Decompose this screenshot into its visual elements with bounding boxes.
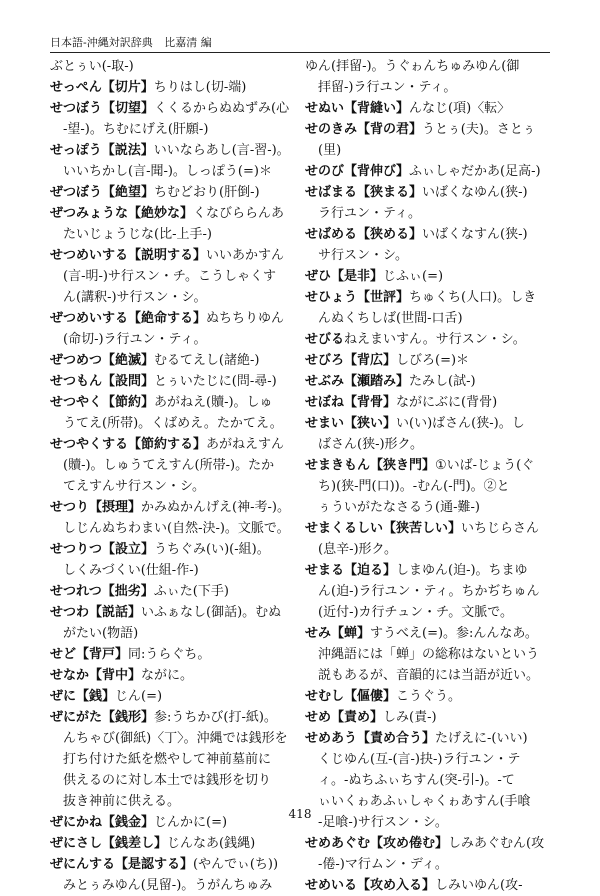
- dictionary-entry: [305, 56, 553, 98]
- entry-text: たみし(試-): [409, 374, 476, 389]
- dictionary-author: 比嘉清 編: [164, 36, 212, 49]
- dictionary-entry: [305, 413, 553, 455]
- dictionary-entry: [50, 854, 300, 896]
- dictionary-entry: [50, 56, 300, 77]
- dictionary-entry: [305, 350, 553, 371]
- entry-headword: せまきもん【狭き門】: [305, 458, 436, 473]
- entry-headword: ぜにんする【是認する】: [50, 857, 194, 872]
- entry-text: (言-明-)サ行スン・チ。こうしゃくす: [63, 269, 277, 284]
- entry-text: しみ(責-): [383, 710, 437, 725]
- entry-text: 参:うちかび(打-紙)。: [154, 710, 277, 725]
- entry-text: あがねえ(贖-)。しゅ: [154, 395, 273, 410]
- entry-text: くくるからぬぬずみ(心: [154, 101, 290, 116]
- entry-headword: せまる【迫る】: [305, 563, 397, 578]
- entry-text: 打ち付けた紙を燃やして神前墓前に: [63, 752, 272, 767]
- entry-headword: ぜにかね【銭金】: [50, 815, 155, 830]
- dictionary-entry: [305, 518, 553, 560]
- dictionary-entry: [305, 224, 553, 266]
- entry-text: ィ。-ぬちふぃちすん(突-引-)。-て: [318, 773, 515, 788]
- entry-text: こうぐう。: [396, 689, 462, 704]
- entry-text: がたい(物語): [63, 626, 139, 641]
- entry-headword: せむし【傴僂】: [305, 689, 397, 704]
- dictionary-entry: [50, 77, 300, 98]
- entry-text: うちぐみ(い)(-組)。: [154, 542, 270, 557]
- entry-text: ち)(狭-門(口))。-むん(-門)。②と: [318, 479, 510, 494]
- entry-text: (息辛-)形ク。: [318, 542, 398, 557]
- dictionary-entry: [50, 497, 300, 539]
- page-number: 418: [288, 807, 312, 821]
- entry-text: ラ行ユン・ティ。: [318, 206, 421, 221]
- entry-text: いふぁなし(御話)。むぬ: [141, 605, 282, 620]
- entry-text: いいあかすん: [206, 248, 285, 263]
- entry-headword: せつやく【節約】: [50, 395, 155, 410]
- entry-text: 沖縄語には「蝉」の総称はないという: [318, 647, 540, 662]
- dictionary-entry: [50, 98, 300, 140]
- entry-text: (やんでぃ(ち)): [193, 857, 279, 872]
- entry-text: じん(=): [115, 689, 163, 704]
- entry-headword: せぶみ【瀬踏み】: [305, 374, 410, 389]
- entry-text: しみいゆん(攻-: [435, 878, 523, 893]
- entry-text: ん(迫-)ラ行ユン・ティ。ちかぢちゅん: [318, 584, 540, 599]
- entry-text: ぃいくゎあふぃしゃくゎあすん(手喰: [318, 794, 531, 809]
- entry-text: いいちかし(言-聞-)。しっぽう(=)＊: [63, 164, 272, 179]
- entry-headword: せめあぐむ【攻め倦む】: [305, 836, 449, 851]
- entry-text: たいじょうじな(比-上手-): [63, 227, 212, 242]
- entry-text: ばさん(狭-)形ク。: [318, 437, 424, 452]
- entry-headword: せめいる【攻め入る】: [305, 878, 436, 893]
- entry-headword: ぜに【銭】: [50, 689, 116, 704]
- dictionary-entry: [50, 686, 300, 707]
- entry-headword: せっぽう【説法】: [50, 143, 154, 158]
- entry-text: 同:うらぐち。: [128, 647, 211, 662]
- entry-text: しびろ(=)＊: [396, 353, 470, 368]
- entry-text: ①いば-じょう(ぐ: [435, 458, 535, 473]
- dictionary-entry: [50, 581, 300, 602]
- entry-text: ゆん(拝留-)。うぐゎんちゅみゆん(御: [305, 59, 520, 74]
- entry-headword: ぜつぼう【絶望】: [50, 185, 155, 200]
- entry-headword: せつもん【設問】: [50, 374, 155, 389]
- dictionary-entry: [305, 455, 553, 518]
- entry-text: じんかに(=): [154, 815, 228, 830]
- entry-text: (贖-)。しゅうてえすん(所帯-)。たか: [63, 458, 275, 473]
- entry-text: ちりはし(切-端): [153, 80, 247, 95]
- entry-headword: ぜつみょうな【絶妙な】: [50, 206, 194, 221]
- entry-text: くなびららんあ: [193, 206, 285, 221]
- entry-text: んちゃび(御紙)〈丁〉。沖縄では銭形を: [63, 731, 288, 746]
- entry-text: 抜き神前に供える。: [63, 794, 181, 809]
- dictionary-entry: [50, 707, 300, 812]
- entry-text: むるてえし(諸絶-): [154, 353, 260, 368]
- entry-text: あがねえすん: [206, 437, 285, 452]
- entry-text: うてえ(所帯)。くばめえ。たかてえ。: [63, 416, 283, 431]
- entry-text: ぬちちりゆん: [206, 311, 285, 326]
- entry-headword: せつやくする【節約する】: [50, 437, 207, 452]
- right-column: [305, 56, 553, 896]
- dictionary-entry: [50, 833, 300, 854]
- entry-headword: せつめいする【説明する】: [50, 248, 207, 263]
- entry-text: すうべえ(=)。参:んんなあ。: [370, 626, 538, 641]
- entry-text: しくみづくい(仕組-作-): [63, 563, 199, 578]
- dictionary-entry: [305, 686, 553, 707]
- dictionary-entry: [305, 182, 553, 224]
- page-header: [50, 34, 550, 53]
- dictionary-entry: [50, 350, 300, 371]
- entry-headword: せつれつ【拙劣】: [50, 584, 154, 599]
- entry-text: しまゆん(迫-)。ちまゆ: [396, 563, 528, 578]
- entry-text: とぅいたじに(問-尋-): [154, 374, 277, 389]
- entry-headword: ぜにさし【銭差し】: [50, 836, 168, 851]
- dictionary-entry: [50, 371, 300, 392]
- dictionary-entry: [305, 287, 553, 329]
- dictionary-entry: [50, 644, 300, 665]
- entry-text: サ行スン・シ。: [318, 248, 408, 263]
- entry-headword: せぼね【背骨】: [305, 395, 397, 410]
- dictionary-entry: [305, 371, 553, 392]
- entry-text: んぬくちしば(世間-口舌): [318, 311, 463, 326]
- dictionary-entry: [50, 308, 300, 350]
- entry-text: いちじらさん: [461, 521, 540, 536]
- dictionary-entry: [305, 329, 553, 350]
- entry-text: いいならあし(言-習-)。: [153, 143, 290, 158]
- dictionary-entry: [305, 266, 553, 287]
- entry-headword: せのび【背伸び】: [305, 164, 410, 179]
- entry-headword: せびる: [305, 332, 345, 347]
- entry-headword: せばまる【狭まる】: [305, 185, 423, 200]
- left-column: [50, 56, 300, 896]
- dictionary-entry: [50, 602, 300, 644]
- entry-headword: せつぼう【切望】: [50, 101, 155, 116]
- entry-text: ちゅくち(人口)。しき: [409, 290, 537, 305]
- entry-headword: せめ【責め】: [305, 710, 384, 725]
- entry-headword: せひょう【世評】: [305, 290, 410, 305]
- entry-text: ん(講釈-)サ行スン・シ。: [63, 290, 207, 305]
- dictionary-title: 日本語-沖縄対訳辞典: [50, 36, 153, 49]
- entry-headword: せばめる【狭める】: [305, 227, 423, 242]
- entry-text: い(い)ばさん(狭-)。し: [396, 416, 525, 431]
- entry-headword: せめあう【責め合う】: [305, 731, 436, 746]
- entry-headword: せぬい【背縫い】: [305, 101, 410, 116]
- dictionary-entry: [305, 623, 553, 686]
- dictionary-entry: [305, 875, 553, 896]
- entry-text: -倦-)マ行ムン・ディ。: [318, 857, 448, 872]
- entry-text: ながに。: [141, 668, 194, 683]
- entry-headword: せみ【蝉】: [305, 626, 371, 641]
- entry-text: ねえまいすん。サ行スン・シ。: [344, 332, 526, 347]
- entry-text: 供えるのに対し本土では銭形を切り: [63, 773, 272, 788]
- entry-text: ちむどおり(肝倒-): [154, 185, 260, 200]
- entry-text: ぅういがたなさるう(通-難-): [318, 500, 480, 515]
- entry-text: (里): [318, 143, 342, 158]
- entry-text: たげえに-(いい): [435, 731, 528, 746]
- entry-text: ふぃた(下手): [153, 584, 229, 599]
- entry-headword: ぜにがた【銭形】: [50, 710, 155, 725]
- dictionary-entry: [305, 98, 553, 119]
- dictionary-entry: [50, 539, 300, 581]
- entry-text: かみぬかんげえ(神-考-)。: [141, 500, 290, 515]
- entry-text: てえすんサ行スン・シ。: [63, 479, 205, 494]
- dictionary-entry: [305, 161, 553, 182]
- entry-headword: せまくるしい【狭苦しい】: [305, 521, 462, 536]
- entry-text: うとぅ(夫)。さとぅ: [422, 122, 536, 137]
- dictionary-entry: [50, 665, 300, 686]
- dictionary-entry: [50, 203, 300, 245]
- entry-text: ふぃしゃだかあ(足高-): [409, 164, 541, 179]
- entry-text: しじんぬちわまい(自然-決-)。文脈で。: [63, 521, 290, 536]
- entry-text: 拝留-)ラ行ユン・ティ。: [318, 80, 457, 95]
- entry-text: ぶとぅい(-取-): [50, 59, 134, 74]
- entry-text: じふぃ(=): [383, 269, 444, 284]
- dictionary-entry: [305, 707, 553, 728]
- entry-headword: ぜつめいする【絶命する】: [50, 311, 207, 326]
- dictionary-entry: [50, 182, 300, 203]
- entry-text: いばくなすん(狭-): [422, 227, 528, 242]
- entry-headword: せつりつ【設立】: [50, 542, 155, 557]
- entry-headword: せびろ【背広】: [305, 353, 397, 368]
- dictionary-entry: [50, 434, 300, 497]
- entry-headword: せつり【摂理】: [50, 500, 142, 515]
- entry-text: しみあぐむん(攻: [448, 836, 545, 851]
- entry-text: いばくなゆん(狭-): [422, 185, 528, 200]
- dictionary-entry: [305, 560, 553, 623]
- dictionary-entry: [50, 140, 300, 182]
- entry-text: みとぅみゆん(見留-)。うがんちゅみ: [63, 878, 273, 893]
- entry-headword: せつわ【説話】: [50, 605, 142, 620]
- entry-text: んなじ(項)〈転〉: [409, 101, 511, 116]
- entry-text: -足喰-)サ行スン・シ。: [318, 815, 448, 830]
- entry-headword: せど【背戸】: [50, 647, 129, 662]
- entry-headword: ぜつめつ【絶滅】: [50, 353, 155, 368]
- entry-text: (近付-)カ行チュン・チ。文脈で。: [318, 605, 513, 620]
- entry-text: じんなあ(銭縄): [167, 836, 256, 851]
- dictionary-entry: [305, 119, 553, 161]
- dictionary-entry: [305, 392, 553, 413]
- entry-text: くじゆん(互-(言-)抉-)ラ行ユン・テ: [318, 752, 521, 767]
- entry-text: -望-)。ちむにげえ(肝願-): [63, 122, 209, 137]
- entry-text: (命切-)ラ行ユン・ティ。: [63, 332, 207, 347]
- entry-headword: ぜひ【是非】: [305, 269, 384, 284]
- dictionary-entry: [305, 833, 553, 875]
- entry-text: ながにぶに(背骨): [396, 395, 498, 410]
- dictionary-entry: [50, 245, 300, 308]
- entry-headword: せのきみ【背の君】: [305, 122, 423, 137]
- entry-headword: せまい【狭い】: [305, 416, 397, 431]
- dictionary-entry: [50, 392, 300, 434]
- entry-headword: せっぺん【切片】: [50, 80, 154, 95]
- entry-headword: せなか【背中】: [50, 668, 142, 683]
- entry-text: 説もあるが、音韻的には当語が近い。: [318, 668, 540, 683]
